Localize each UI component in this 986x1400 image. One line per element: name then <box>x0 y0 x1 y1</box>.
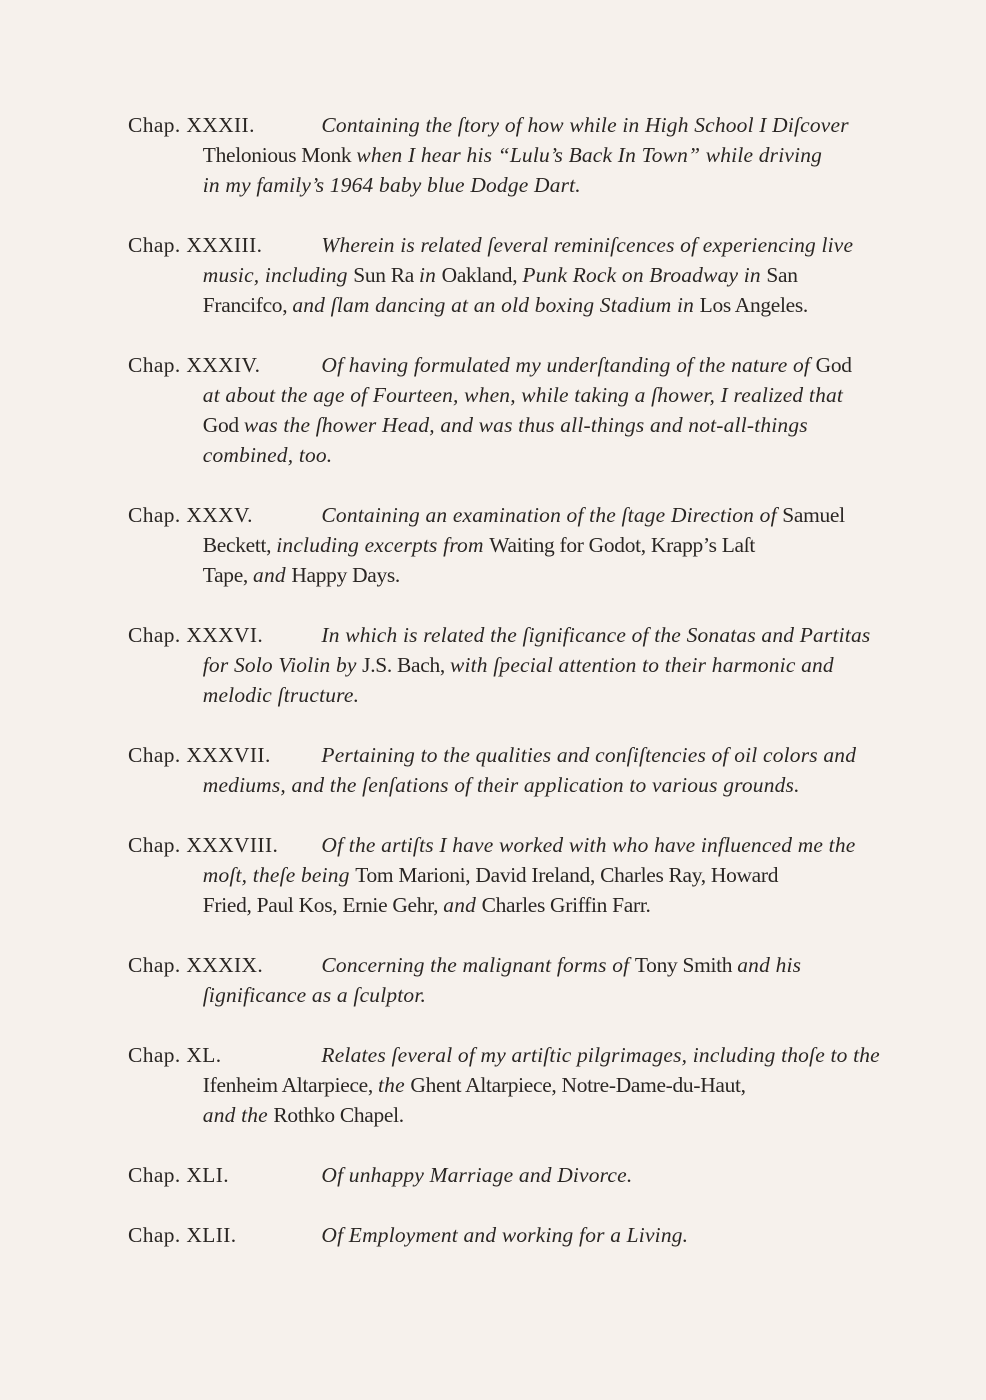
italic-text: mediums, and the ſenſations of their application to various grounds. <box>202 773 800 797</box>
italic-text: In which is related the ſignificance of the Sonatas and Partitas <box>321 623 871 647</box>
roman-text: Tony Smith <box>634 953 738 977</box>
chapter-line <box>128 890 886 920</box>
italic-text: combined, too. <box>202 443 333 467</box>
italic-text: Relates ſeveral of my artiſtic pilgrimages, including thoſe to the <box>321 1043 880 1067</box>
roman-text: J.S. Bach, <box>362 653 450 677</box>
italic-text: Of Employment and working for a Living. <box>321 1223 689 1247</box>
roman-text: Los Angeles. <box>699 293 809 317</box>
roman-text: Ghent Altarpiece, Notre-Dame-du-Haut, <box>410 1073 746 1097</box>
italic-text: the <box>378 1073 411 1097</box>
chapter-line <box>128 1100 886 1130</box>
italic-text: music, including <box>202 263 354 287</box>
italic-text: Of having formulated my underſtanding of the nature of <box>321 353 816 377</box>
roman-text: Sun Ra <box>353 263 420 287</box>
chapter-label: Chap. XXXIX. <box>128 953 264 977</box>
chapter-entry <box>128 620 888 710</box>
italic-text: and <box>253 563 292 587</box>
chapter-label: Chap. XLI. <box>128 1163 230 1187</box>
chapter-line <box>128 740 886 770</box>
chapter-label: Chap. XXXVII. <box>128 743 271 767</box>
chapter-label: Chap. XXXII. <box>128 113 255 137</box>
roman-text: Tape, <box>202 563 254 587</box>
italic-text: Containing the ſtory of how while in High School I Diſcover <box>321 113 849 137</box>
roman-text: Samuel <box>782 503 845 527</box>
chapter-label: Chap. XXXIII. <box>128 233 263 257</box>
roman-text: Francifco, <box>202 293 293 317</box>
chapter-line <box>128 350 886 380</box>
roman-text: Waiting for Godot, Krapp’s Laſt <box>489 533 756 557</box>
italic-text: Pertaining to the qualities and conſiſtencies of oil colors and <box>321 743 857 767</box>
italic-text: and his <box>737 953 802 977</box>
italic-text: and ſlam dancing at an old boxing Stadium in <box>292 293 700 317</box>
chapter-label: Chap. XLII. <box>128 1223 237 1247</box>
chapter-line <box>128 1040 886 1070</box>
italic-text: at about the age of Fourteen, when, while taking a ſhower, I realized that <box>202 383 844 407</box>
chapter-line <box>128 230 886 260</box>
chapter-line <box>128 380 886 410</box>
chapter-line <box>128 170 886 200</box>
roman-text: San <box>766 263 798 287</box>
roman-text: Beckett, <box>202 533 277 557</box>
italic-text: with ſpecial attention to their harmonic and <box>449 653 834 677</box>
italic-text: Of the artiſts I have worked with who have influenced me the <box>321 833 856 857</box>
italic-text: melodic ſtructure. <box>202 683 360 707</box>
italic-text: and <box>443 893 482 917</box>
chapter-line <box>128 1160 886 1190</box>
roman-text: Rothko Chapel. <box>273 1103 404 1127</box>
italic-text: Containing an examination of the ſtage Direction of <box>321 503 783 527</box>
chapter-label: Chap. XXXVIII. <box>128 833 279 857</box>
italic-text: in <box>419 263 442 287</box>
italic-text: ſignificance as a ſculptor. <box>202 983 427 1007</box>
italic-text: including excerpts from <box>276 533 490 557</box>
chapter-entry <box>128 1160 888 1190</box>
chapter-label: Chap. XXXIV. <box>128 353 261 377</box>
chapter-entry <box>128 740 888 800</box>
chapter-line <box>128 830 886 860</box>
chapter-entry <box>128 830 888 920</box>
chapter-line <box>128 410 886 440</box>
chapter-entry <box>128 230 888 320</box>
roman-text: Tom Marioni, David Ireland, Charles Ray, Howard <box>355 863 779 887</box>
chapter-label: Chap. XXXV. <box>128 503 253 527</box>
chapter-entry <box>128 350 888 470</box>
roman-text: Charles Griffin Farr. <box>481 893 651 917</box>
chapter-entry <box>128 1220 888 1250</box>
italic-text: and the <box>202 1103 274 1127</box>
roman-text: Happy Days. <box>291 563 401 587</box>
chapter-line <box>128 560 886 590</box>
chapter-label: Chap. XL. <box>128 1043 222 1067</box>
chapter-line <box>128 290 886 320</box>
italic-text: moſt, theſe being <box>202 863 356 887</box>
chapter-line <box>128 680 886 710</box>
chapter-line <box>128 650 886 680</box>
roman-text: God <box>202 413 244 437</box>
chapter-entry <box>128 950 888 1010</box>
italic-text: for Solo Violin by <box>202 653 363 677</box>
chapter-line <box>128 440 886 470</box>
italic-text: Concerning the malignant forms of <box>321 953 635 977</box>
italic-text: in my family’s 1964 baby blue Dodge Dart. <box>202 173 581 197</box>
chapter-line <box>128 620 886 650</box>
chapter-line <box>128 140 886 170</box>
chapter-entry <box>128 110 888 200</box>
chapter-line <box>128 500 886 530</box>
chapter-line <box>128 1070 886 1100</box>
chapter-line <box>128 1220 886 1250</box>
roman-text: Thelonious Monk <box>202 143 357 167</box>
chapter-line <box>128 260 886 290</box>
roman-text: Fried, Paul Kos, Ernie Gehr, <box>202 893 444 917</box>
chapter-line <box>128 980 886 1010</box>
italic-text: Of unhappy Marriage and Divorce. <box>321 1163 633 1187</box>
italic-text: Punk Rock on Broadway in <box>522 263 767 287</box>
italic-text: was the ſhower Head, and was thus all-things and not-all-things <box>243 413 808 437</box>
chapter-line <box>128 770 886 800</box>
chapter-entry <box>128 1040 888 1130</box>
chapter-line <box>128 950 886 980</box>
roman-text: Ifenheim Altarpiece, <box>202 1073 379 1097</box>
roman-text: God <box>815 353 852 377</box>
chapter-label: Chap. XXXVI. <box>128 623 264 647</box>
italic-text: when I hear his “Lulu’s Back In Town” while driving <box>356 143 823 167</box>
chapter-entry <box>128 500 888 590</box>
italic-text: Wherein is related ſeveral reminiſcences of experiencing live <box>321 233 854 257</box>
chapter-line <box>128 530 886 560</box>
roman-text: Oakland, <box>441 263 523 287</box>
chapter-line <box>128 110 886 140</box>
chapter-line <box>128 860 886 890</box>
